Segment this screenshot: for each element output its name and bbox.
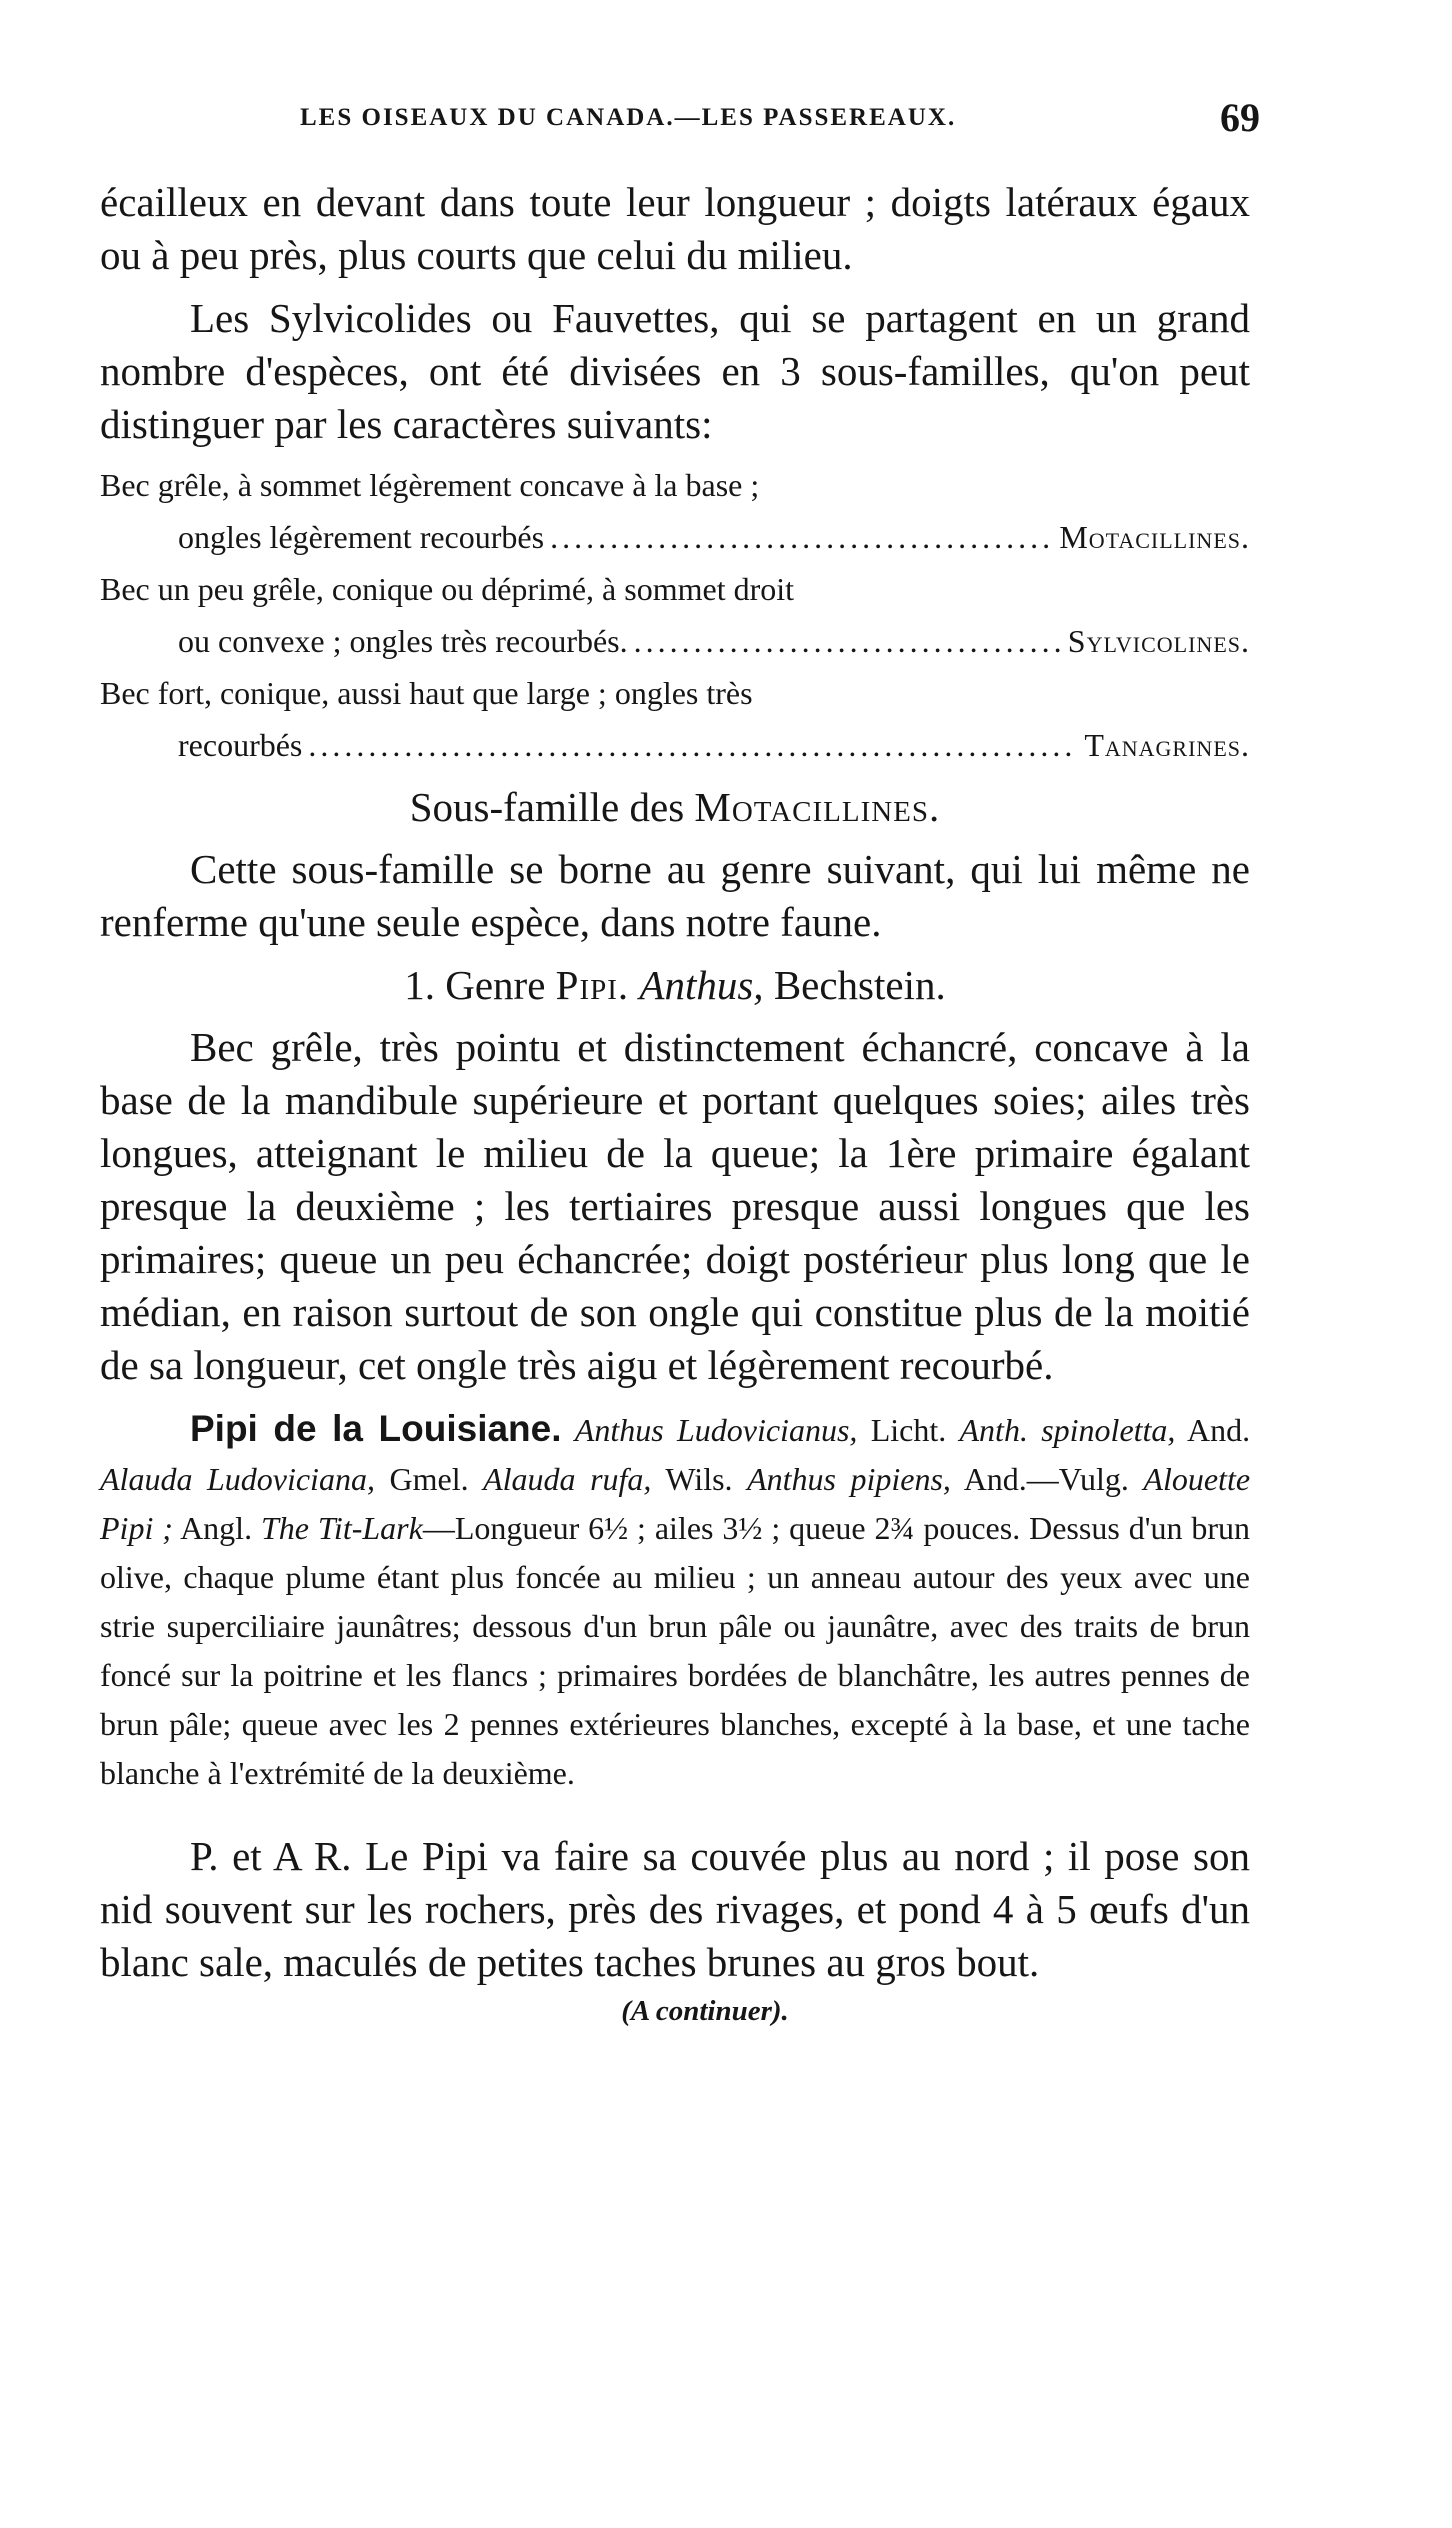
genus-name: Pipi. bbox=[555, 962, 630, 1008]
authority: And.—Vulg. bbox=[963, 1461, 1129, 1497]
subfamily-prefix: Sous-famille des bbox=[409, 784, 685, 830]
page-body bbox=[100, 176, 1250, 2028]
key-entry-line1: Bec un peu grêle, conique ou déprimé, à sommet droit bbox=[100, 571, 795, 607]
authority: And. bbox=[1186, 1412, 1251, 1448]
species-description: —Longueur 6½ ; ailes 3½ ; queue 2¾ pouces. Dessus d'un brun olive, chaque plume étant plus foncée au milieu ; un anneau autour des yeux avec une strie superciliaire jaunâtres; dessous d'un brun pâle ou jaunâtre, avec des traits de brun foncé sur la poitrine et les flancs ; primaires bordées de blanchâtre, les autres pennes de brun pâle; queue avec les 2 pennes extérieures blanches, excepté à la base, et une tache blanche à l'extrémité de la deuxième. bbox=[100, 1510, 1251, 1791]
genus-author: Bechstein. bbox=[773, 962, 946, 1008]
paragraph-sylvicolides: Les Sylvicolides ou Fauvettes, qui se partagent en un grand nombre d'espèces, ont été divisées en 3 sous-familles, qu'on peut distinguer par les caractères suivants: bbox=[100, 295, 1250, 447]
key-entry bbox=[100, 563, 1250, 667]
genus-heading bbox=[100, 957, 1250, 1013]
subfamily-heading bbox=[100, 779, 1250, 835]
key-entry-line1: Bec grêle, à sommet légèrement concave à la base ; bbox=[100, 467, 760, 503]
paragraph-genus: Bec grêle, très pointu et distinctement échancré, concave à la base de la mandibule supérieure et portant quelques soies; ailes très longues, atteignant le milieu de la queue; la 1ère primaire égalant presque la deuxième ; les tertiaires presque aussi longues que les primaires; queue un peu échancrée; doigt postérieur plus long que le médian, en raison surtout de son ongle qui constitue plus de la moitié de sa longueur, cet ongle très aigu et légèrement recourbé. bbox=[100, 1024, 1250, 1388]
authority: Angl. bbox=[180, 1510, 253, 1546]
key-entry-line2: ou convexe ; ongles très recourbés. bbox=[178, 623, 628, 659]
authority: Gmel. bbox=[389, 1461, 469, 1497]
page-number: 69 bbox=[1220, 95, 1260, 140]
key-entry-result: Tanagrines. bbox=[1084, 727, 1250, 763]
authority: Wils. bbox=[665, 1461, 733, 1497]
genus-latin: Anthus, bbox=[639, 962, 764, 1008]
paragraph-closing: P. et A R. Le Pipi va faire sa couvée plus au nord ; il pose son nid souvent sur les rochers, près des rivages, et pond 4 à 5 œufs d'un blanc sale, maculés de petites taches brunes au gros bout. bbox=[100, 1833, 1250, 1985]
english-name: The Tit-Lark bbox=[260, 1510, 423, 1546]
identification-key bbox=[100, 459, 1250, 771]
running-header bbox=[300, 95, 1260, 140]
key-entry-line1: Bec fort, conique, aussi haut que large ; ongles très bbox=[100, 675, 753, 711]
paragraph-subfamily: Cette sous-famille se borne au genre suivant, qui lui même ne renferme qu'une seule espèce, dans notre faune. bbox=[100, 846, 1250, 945]
synonym: Alauda rufa, bbox=[483, 1461, 652, 1497]
subfamily-name: Motacillines. bbox=[694, 784, 941, 830]
key-entry-line2: ongles légèrement recourbés bbox=[178, 519, 545, 555]
synonym: Anth. spinoletta, bbox=[959, 1412, 1176, 1448]
species-name: Pipi de la Louisiane. bbox=[190, 1408, 562, 1449]
synonym: Anthus Ludovicianus, bbox=[574, 1412, 858, 1448]
synonym: Anthus pipiens, bbox=[747, 1461, 951, 1497]
key-entry bbox=[100, 667, 1250, 771]
leader-dots bbox=[550, 511, 1053, 563]
paragraph-continuation: écailleux en devant dans toute leur longueur ; doigts latéraux égaux ou à peu près, plus courts que celui du milieu. bbox=[100, 179, 1250, 278]
authority: Licht. bbox=[870, 1412, 947, 1448]
running-title: LES OISEAUX DU CANADA.—LES PASSEREAUX. bbox=[300, 104, 957, 131]
key-entry-line2: recourbés bbox=[178, 727, 303, 763]
continued-note: (A continuer). bbox=[621, 1995, 789, 2027]
leader-dots bbox=[308, 719, 1078, 771]
species-entry bbox=[100, 1404, 1250, 1798]
genus-prefix: 1. Genre bbox=[404, 962, 546, 1008]
synonym: Alauda Ludoviciana, bbox=[100, 1461, 375, 1497]
key-entry-result: Motacillines. bbox=[1059, 519, 1250, 555]
key-entry-result: Sylvicolines. bbox=[1067, 623, 1250, 659]
leader-dots bbox=[634, 615, 1062, 667]
key-entry bbox=[100, 459, 1250, 563]
vulgar-name: Alouette Pipi ; bbox=[100, 1461, 1251, 1546]
